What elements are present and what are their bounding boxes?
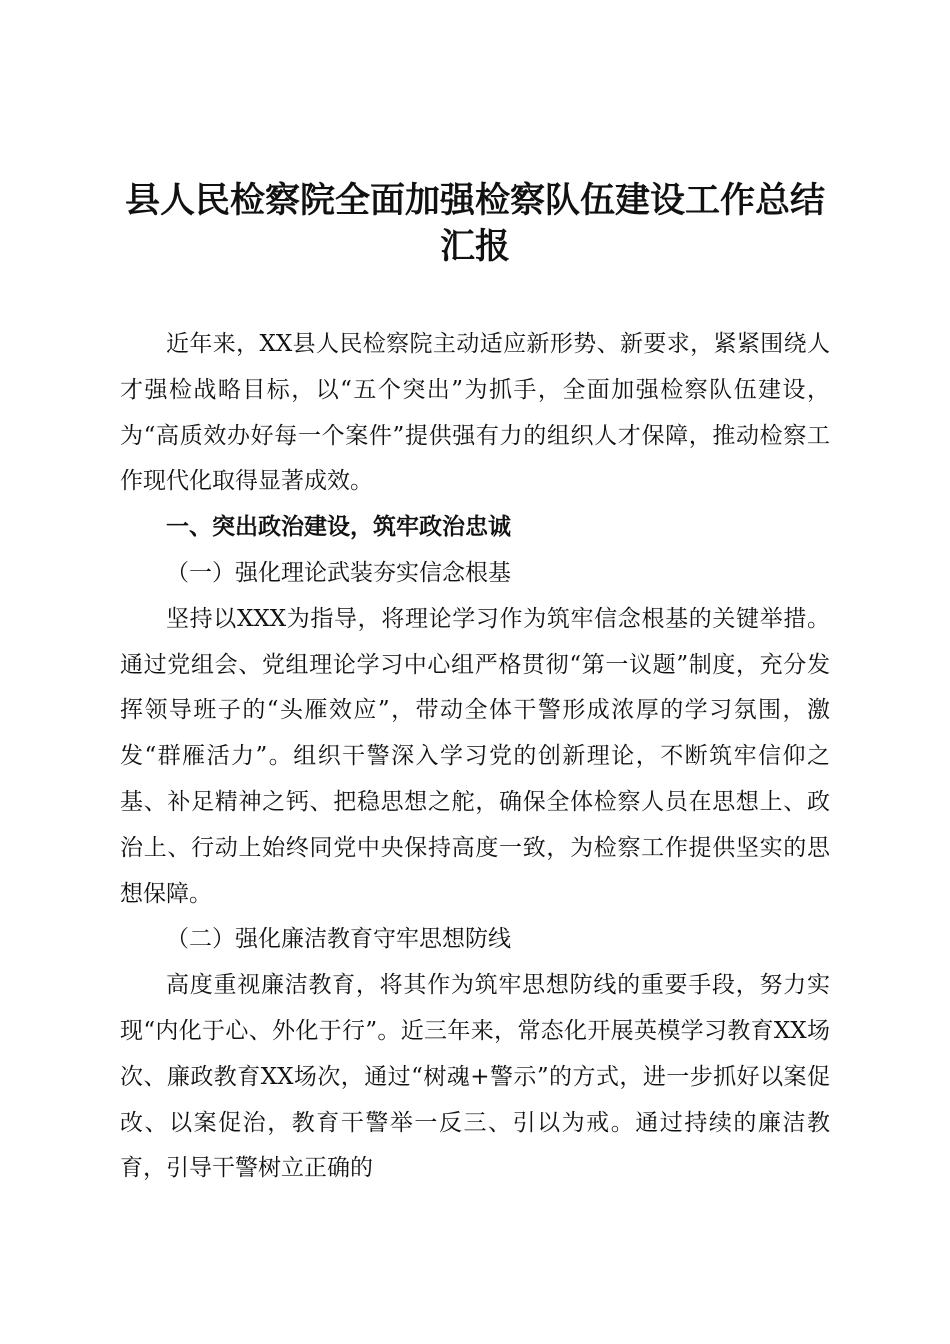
subsection-heading: （一）强化理论武装夯实信念根基 — [166, 559, 511, 586]
body-paragraph: 坚持以XXX为指导，将理论学习作为筑牢信念根基的关键举措。通过党组会、党组理论学习中心组严格贯彻“第一议题”制度，充分发挥领导班子的“头雁效应”，带动全体干警形成浓厚的学习氛围，激发“群雁活力”。组织干警深入学习党的创新理论，不断筑牢信仰之基、补足精神之钙、把稳思想之舵，确保全体检察人员在思想上、政治上、行动上始终同党中央保持高度一致，为检察工作提供坚实的思想保障。 — [120, 605, 830, 907]
body-paragraph: 高度重视廉洁教育，将其作为筑牢思想防线的重要手段，努力实现“内化于心、外化于行”。近三年来，常态化开展英模学习教育XX场次、廉政教育XX场次，通过“树魂+警示”的方式，进一步抓好以案促改、以案促治，教育干警举一反三、引以为戒。通过持续的廉洁教育，引导干警树立正确的 — [120, 972, 830, 1182]
document-title-line-2: 汇报 — [439, 226, 510, 267]
section-heading: 一、突出政治建设，筑牢政治忠诚 — [166, 514, 511, 541]
subsection-heading: （二）强化廉洁教育守牢思想防线 — [166, 926, 511, 953]
intro-paragraph: 近年来，XX县人民检察院主动适应新形势、新要求，紧紧围绕人才强检战略目标，以“五个突出”为抓手，全面加强检察队伍建设，为“高质效办好每一个案件”提供强有力的组织人才保障，推动检察工作现代化取得显著成效。 — [120, 331, 830, 495]
document-title-line-1: 县人民检察院全面加强检察队伍建设工作总结 — [124, 180, 825, 221]
document-body — [120, 322, 830, 1192]
